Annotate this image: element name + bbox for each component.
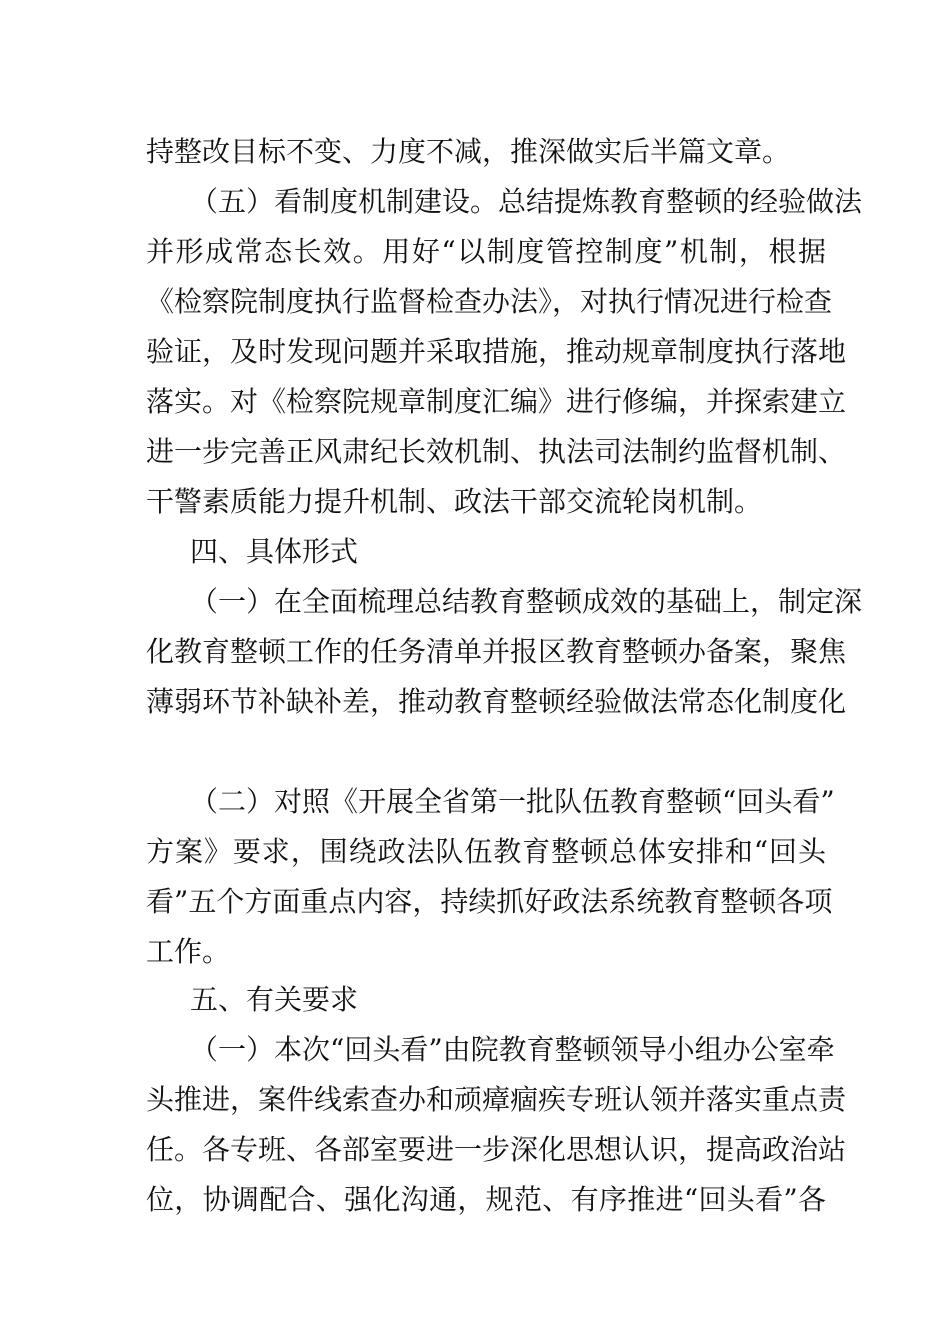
section-heading: 五、有关要求 bbox=[190, 983, 359, 1016]
text-line: 位，协调配合、强化沟通，规范、有序推进“回头看”各 bbox=[146, 1183, 826, 1216]
text-line: 看”五个方面重点内容，持续抓好政法系统教育整顿各项 bbox=[146, 885, 833, 918]
text-line: 落实。对《检察院规章制度汇编》进行修编，并探索建立 bbox=[146, 385, 847, 418]
text-line: 并形成常态长效。用好“以制度管控制度”机制，根据 bbox=[146, 235, 826, 268]
text-line: 《检察院制度执行监督检查办法》，对执行情况进行检查 bbox=[146, 285, 833, 318]
paragraph-start: （五）看制度机制建设。总结提炼教育整顿的经验做法 bbox=[190, 185, 863, 218]
paragraph-start: （一）本次“回头看”由院教育整顿领导小组办公室牵 bbox=[190, 1033, 835, 1066]
text-line: 工作。 bbox=[146, 935, 231, 968]
text-line: 任。各专班、各部室要进一步深化思想认识，提高政治站 bbox=[146, 1133, 847, 1166]
paragraph-start: （二）对照《开展全省第一批队伍教育整顿“回头看” bbox=[190, 785, 835, 818]
text-line: 头推进，案件线索查办和顽瘴痼疾专班认领并落实重点责 bbox=[146, 1083, 847, 1116]
text-line: 持整改目标不变、力度不减，推深做实后半篇文章。 bbox=[146, 135, 791, 168]
text-line: 薄弱环节补缺补差，推动教育整顿经验做法常态化制度化 bbox=[146, 685, 847, 718]
text-line: 进一步完善正风肃纪长效机制、执法司法制约监督机制、 bbox=[146, 435, 847, 468]
section-heading: 四、具体形式 bbox=[190, 535, 359, 568]
text-line: 验证，及时发现问题并采取措施，推动规章制度执行落地 bbox=[146, 335, 847, 368]
text-line: 方案》要求，围绕政法队伍教育整顿总体安排和“回头 bbox=[146, 835, 826, 868]
paragraph-start: （一）在全面梳理总结教育整顿成效的基础上，制定深 bbox=[190, 585, 863, 618]
text-line: 化教育整顿工作的任务清单并报区教育整顿办备案，聚焦 bbox=[146, 635, 847, 668]
text-line: 干警素质能力提升机制、政法干部交流轮岗机制。 bbox=[146, 485, 763, 518]
